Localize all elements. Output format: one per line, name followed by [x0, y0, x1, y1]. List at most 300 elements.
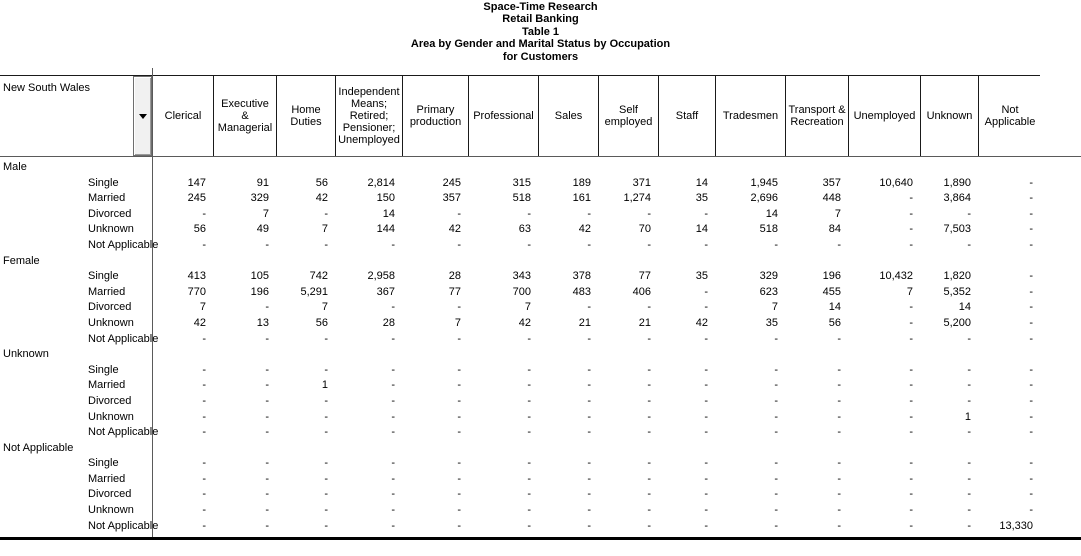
value-cell: -: [647, 379, 651, 392]
value-cell: -: [457, 301, 461, 314]
value-cell: 245: [442, 176, 461, 189]
column-header: Home Duties: [277, 76, 336, 156]
value-cell: -: [704, 238, 708, 251]
value-cell: -: [774, 394, 778, 407]
data-row: [0, 410, 1081, 426]
value-cell: 7: [321, 223, 328, 236]
value-cell: -: [1029, 363, 1033, 376]
row-label: Married: [88, 285, 126, 298]
value-cell: -: [704, 332, 708, 345]
value-cell: -: [527, 488, 531, 501]
value-cell: 1: [964, 410, 971, 423]
value-cell: -: [774, 379, 778, 392]
value-cell: 35: [695, 192, 708, 205]
value-cell: -: [647, 472, 651, 485]
value-cell: -: [202, 426, 206, 439]
value-cell: -: [774, 457, 778, 470]
value-cell: 343: [512, 270, 531, 283]
value-cell: -: [391, 426, 395, 439]
value-cell: -: [457, 207, 461, 220]
value-cell: -: [587, 379, 591, 392]
value-cell: -: [704, 519, 708, 532]
value-cell: -: [909, 410, 913, 423]
row-label: Not Applicable: [88, 426, 159, 439]
value-cell: -: [324, 238, 328, 251]
value-cell: 14: [382, 207, 395, 220]
value-cell: -: [202, 488, 206, 501]
value-cell: -: [587, 410, 591, 423]
value-cell: -: [587, 472, 591, 485]
value-cell: -: [457, 472, 461, 485]
value-cell: 5,352: [943, 285, 971, 298]
value-cell: -: [324, 457, 328, 470]
value-cell: 1,890: [943, 176, 971, 189]
value-cell: -: [265, 504, 269, 517]
value-cell: 7: [262, 207, 269, 220]
value-cell: 35: [695, 270, 708, 283]
data-row: [0, 425, 1081, 441]
chevron-down-icon: [139, 114, 147, 119]
value-cell: 56: [828, 316, 841, 329]
value-cell: -: [647, 426, 651, 439]
row-label: Married: [88, 192, 126, 205]
data-row: [0, 394, 1081, 410]
value-cell: -: [527, 457, 531, 470]
value-cell: -: [909, 223, 913, 236]
value-cell: 189: [572, 176, 591, 189]
row-label: Divorced: [88, 301, 132, 314]
data-row: [0, 363, 1081, 379]
value-cell: -: [837, 410, 841, 423]
column-header: Unemployed: [849, 76, 921, 156]
value-cell: 7: [834, 207, 841, 220]
value-cell: 77: [638, 270, 651, 283]
value-cell: -: [457, 410, 461, 423]
value-cell: 7: [454, 316, 461, 329]
row-label: Not Applicable: [88, 238, 159, 251]
data-row: [0, 503, 1081, 519]
value-cell: -: [909, 519, 913, 532]
value-cell: -: [265, 426, 269, 439]
header-bottom-border: [0, 156, 1081, 157]
value-cell: -: [647, 410, 651, 423]
value-cell: -: [587, 426, 591, 439]
value-cell: 329: [250, 192, 269, 205]
column-headers: [153, 76, 1041, 156]
value-cell: -: [265, 519, 269, 532]
value-cell: -: [647, 504, 651, 517]
value-cell: 357: [822, 176, 841, 189]
value-cell: 56: [193, 223, 206, 236]
group-label: Unknown: [3, 348, 49, 361]
value-cell: -: [457, 238, 461, 251]
value-cell: -: [837, 504, 841, 517]
value-cell: -: [324, 426, 328, 439]
value-cell: -: [391, 472, 395, 485]
value-cell: -: [1029, 285, 1033, 298]
value-cell: -: [391, 301, 395, 314]
value-cell: 28: [382, 316, 395, 329]
data-row: [0, 285, 1081, 301]
value-cell: -: [1029, 488, 1033, 501]
value-cell: -: [1029, 301, 1033, 314]
value-cell: -: [202, 363, 206, 376]
value-cell: -: [1029, 270, 1033, 283]
value-cell: 14: [828, 301, 841, 314]
area-dropdown-button[interactable]: [133, 76, 152, 156]
value-cell: -: [837, 238, 841, 251]
value-cell: -: [647, 238, 651, 251]
value-cell: -: [527, 363, 531, 376]
value-cell: -: [1029, 207, 1033, 220]
row-label: Not Applicable: [88, 519, 159, 532]
value-cell: -: [774, 426, 778, 439]
value-cell: -: [967, 363, 971, 376]
value-cell: 455: [822, 285, 841, 298]
value-cell: -: [391, 488, 395, 501]
title-company: Space-Time Research: [483, 1, 598, 13]
group-label: Male: [3, 161, 27, 173]
value-cell: -: [909, 238, 913, 251]
data-row: [0, 519, 1081, 535]
value-cell: 245: [187, 192, 206, 205]
value-cell: -: [967, 457, 971, 470]
value-cell: -: [265, 238, 269, 251]
row-label: Not Applicable: [88, 332, 159, 345]
value-cell: 70: [638, 223, 651, 236]
value-cell: -: [324, 504, 328, 517]
value-cell: -: [265, 394, 269, 407]
row-axis-header: [0, 76, 152, 156]
value-cell: -: [967, 238, 971, 251]
value-cell: -: [909, 426, 913, 439]
group-row: [0, 441, 1081, 457]
value-cell: 42: [448, 223, 461, 236]
value-cell: -: [967, 519, 971, 532]
value-cell: 5,291: [300, 285, 328, 298]
value-cell: -: [202, 332, 206, 345]
value-cell: -: [704, 488, 708, 501]
row-label: Divorced: [88, 488, 132, 501]
value-cell: -: [202, 472, 206, 485]
value-cell: -: [457, 379, 461, 392]
row-label: Married: [88, 379, 126, 392]
value-cell: 14: [765, 207, 778, 220]
data-row: [0, 472, 1081, 488]
row-label: Unknown: [88, 504, 134, 517]
value-cell: 448: [822, 192, 841, 205]
value-cell: 1,274: [623, 192, 651, 205]
value-cell: -: [265, 410, 269, 423]
value-cell: -: [391, 457, 395, 470]
value-cell: 77: [448, 285, 461, 298]
value-cell: -: [837, 426, 841, 439]
column-header: Tradesmen: [716, 76, 786, 156]
value-cell: 7: [771, 301, 778, 314]
value-cell: 42: [578, 223, 591, 236]
value-cell: -: [324, 519, 328, 532]
row-label: Married: [88, 472, 126, 485]
value-cell: -: [265, 379, 269, 392]
value-cell: -: [774, 332, 778, 345]
value-cell: -: [527, 332, 531, 345]
value-cell: -: [704, 285, 708, 298]
group-row: [0, 347, 1081, 363]
value-cell: 367: [376, 285, 395, 298]
value-cell: -: [587, 488, 591, 501]
value-cell: 518: [759, 223, 778, 236]
value-cell: -: [324, 332, 328, 345]
value-cell: -: [527, 504, 531, 517]
value-cell: -: [391, 410, 395, 423]
value-cell: -: [587, 363, 591, 376]
value-cell: -: [324, 394, 328, 407]
value-cell: 5,200: [943, 316, 971, 329]
value-cell: 10,432: [879, 270, 913, 283]
value-cell: 196: [822, 270, 841, 283]
title-table: Table 1: [521, 25, 560, 38]
value-cell: -: [774, 238, 778, 251]
value-cell: -: [909, 379, 913, 392]
value-cell: 700: [512, 285, 531, 298]
value-cell: -: [527, 379, 531, 392]
value-cell: 91: [256, 176, 269, 189]
title-fields: Area by Gender and Marital Status by Occupation: [410, 38, 671, 51]
value-cell: 35: [765, 316, 778, 329]
value-cell: 28: [448, 270, 461, 283]
data-row: [0, 332, 1081, 348]
value-cell: -: [909, 488, 913, 501]
value-cell: 7,503: [943, 223, 971, 236]
value-cell: -: [391, 379, 395, 392]
row-label: Unknown: [88, 223, 134, 236]
value-cell: -: [909, 363, 913, 376]
value-cell: -: [909, 504, 913, 517]
value-cell: -: [1029, 472, 1033, 485]
group-label: Female: [3, 254, 40, 267]
value-cell: -: [587, 504, 591, 517]
value-cell: -: [909, 457, 913, 470]
value-cell: -: [1029, 410, 1033, 423]
group-label: Not Applicable: [3, 441, 74, 454]
column-header: Self employed: [599, 76, 659, 156]
value-cell: -: [647, 332, 651, 345]
column-header: Unknown: [921, 76, 979, 156]
data-row: [0, 316, 1081, 332]
column-header: Sales: [539, 76, 599, 156]
value-cell: -: [774, 410, 778, 423]
table-titles: [0, 1, 1081, 63]
value-cell: 7: [321, 301, 328, 314]
value-cell: 13,330: [999, 519, 1033, 532]
value-cell: 3,864: [943, 192, 971, 205]
value-cell: -: [647, 301, 651, 314]
value-cell: -: [265, 363, 269, 376]
value-cell: 315: [512, 176, 531, 189]
value-cell: -: [1029, 223, 1033, 236]
column-header: Executive & Managerial: [214, 76, 277, 156]
value-cell: 14: [958, 301, 971, 314]
value-cell: -: [704, 394, 708, 407]
value-cell: -: [324, 488, 328, 501]
value-cell: 49: [256, 223, 269, 236]
value-cell: -: [967, 488, 971, 501]
value-cell: -: [265, 457, 269, 470]
row-label: Single: [88, 457, 119, 470]
value-cell: 406: [632, 285, 651, 298]
value-cell: -: [909, 301, 913, 314]
value-cell: -: [457, 332, 461, 345]
column-header: Not Applicable: [984, 104, 1036, 128]
value-cell: 13: [256, 316, 269, 329]
value-cell: 378: [572, 270, 591, 283]
value-cell: -: [265, 301, 269, 314]
value-cell: -: [587, 519, 591, 532]
value-cell: 147: [187, 176, 206, 189]
value-cell: 10,640: [879, 176, 913, 189]
value-cell: -: [324, 472, 328, 485]
column-header: Primary production: [403, 76, 469, 156]
value-cell: 7: [199, 301, 206, 314]
value-cell: 2,958: [367, 270, 395, 283]
value-cell: -: [202, 457, 206, 470]
value-cell: -: [202, 504, 206, 517]
value-cell: -: [587, 394, 591, 407]
value-cell: -: [587, 238, 591, 251]
value-cell: -: [967, 394, 971, 407]
value-cell: -: [647, 519, 651, 532]
value-cell: -: [527, 394, 531, 407]
value-cell: -: [909, 207, 913, 220]
value-cell: 56: [315, 316, 328, 329]
value-cell: -: [704, 301, 708, 314]
value-cell: -: [527, 472, 531, 485]
value-cell: -: [774, 504, 778, 517]
value-cell: -: [527, 410, 531, 423]
value-cell: -: [837, 363, 841, 376]
value-cell: 63: [518, 223, 531, 236]
value-cell: 21: [638, 316, 651, 329]
data-row: [0, 222, 1081, 238]
table-bottom-border: [0, 537, 1081, 540]
row-label: Single: [88, 270, 119, 283]
value-cell: -: [587, 457, 591, 470]
value-cell: -: [457, 504, 461, 517]
value-cell: -: [202, 519, 206, 532]
data-row: [0, 191, 1081, 207]
data-row: [0, 300, 1081, 316]
value-cell: -: [587, 207, 591, 220]
value-cell: -: [837, 379, 841, 392]
value-cell: -: [704, 207, 708, 220]
value-cell: 371: [632, 176, 651, 189]
value-cell: -: [1029, 176, 1033, 189]
value-cell: -: [837, 394, 841, 407]
value-cell: 483: [572, 285, 591, 298]
value-cell: -: [1029, 504, 1033, 517]
value-cell: -: [457, 457, 461, 470]
value-cell: -: [837, 332, 841, 345]
value-cell: 1,945: [750, 176, 778, 189]
value-cell: -: [909, 394, 913, 407]
value-cell: 21: [578, 316, 591, 329]
value-cell: -: [647, 207, 651, 220]
value-cell: -: [202, 238, 206, 251]
value-cell: -: [1029, 316, 1033, 329]
value-cell: 144: [376, 223, 395, 236]
value-cell: -: [909, 472, 913, 485]
value-cell: 7: [906, 285, 913, 298]
row-label: Unknown: [88, 316, 134, 329]
value-cell: 42: [193, 316, 206, 329]
title-universe: for Customers: [502, 50, 579, 63]
group-row: [0, 160, 1081, 176]
value-cell: 196: [250, 285, 269, 298]
data-row: [0, 456, 1081, 472]
value-cell: -: [265, 488, 269, 501]
value-cell: -: [1029, 394, 1033, 407]
value-cell: -: [909, 192, 913, 205]
value-cell: 2,696: [750, 192, 778, 205]
value-cell: -: [774, 488, 778, 501]
value-cell: -: [837, 488, 841, 501]
value-cell: -: [457, 426, 461, 439]
value-cell: -: [527, 426, 531, 439]
value-cell: -: [909, 332, 913, 345]
value-cell: -: [202, 410, 206, 423]
value-cell: 42: [315, 192, 328, 205]
value-cell: 7: [524, 301, 531, 314]
value-cell: -: [1029, 426, 1033, 439]
row-label: Unknown: [88, 410, 134, 423]
row-label: Single: [88, 176, 119, 189]
value-cell: -: [391, 363, 395, 376]
column-header: Staff: [659, 76, 716, 156]
value-cell: -: [587, 332, 591, 345]
column-header: Independent Means; Retired; Pensioner; Unemployed: [336, 76, 403, 156]
value-cell: -: [265, 472, 269, 485]
value-cell: -: [967, 472, 971, 485]
row-label: Divorced: [88, 207, 132, 220]
value-cell: -: [967, 504, 971, 517]
value-cell: -: [527, 519, 531, 532]
value-cell: -: [391, 519, 395, 532]
value-cell: -: [704, 410, 708, 423]
value-cell: 1,820: [943, 270, 971, 283]
value-cell: -: [704, 504, 708, 517]
value-cell: -: [1029, 192, 1033, 205]
data-row: [0, 269, 1081, 285]
value-cell: -: [265, 332, 269, 345]
value-cell: -: [774, 363, 778, 376]
value-cell: -: [967, 426, 971, 439]
value-cell: -: [587, 301, 591, 314]
value-cell: -: [704, 457, 708, 470]
value-cell: -: [527, 238, 531, 251]
value-cell: 329: [759, 270, 778, 283]
table-body: [0, 160, 1081, 534]
value-cell: -: [647, 394, 651, 407]
value-cell: -: [324, 410, 328, 423]
value-cell: -: [457, 363, 461, 376]
value-cell: -: [704, 379, 708, 392]
value-cell: 161: [572, 192, 591, 205]
value-cell: 105: [250, 270, 269, 283]
value-cell: -: [391, 394, 395, 407]
value-cell: 42: [695, 316, 708, 329]
value-cell: -: [324, 363, 328, 376]
data-row: [0, 176, 1081, 192]
